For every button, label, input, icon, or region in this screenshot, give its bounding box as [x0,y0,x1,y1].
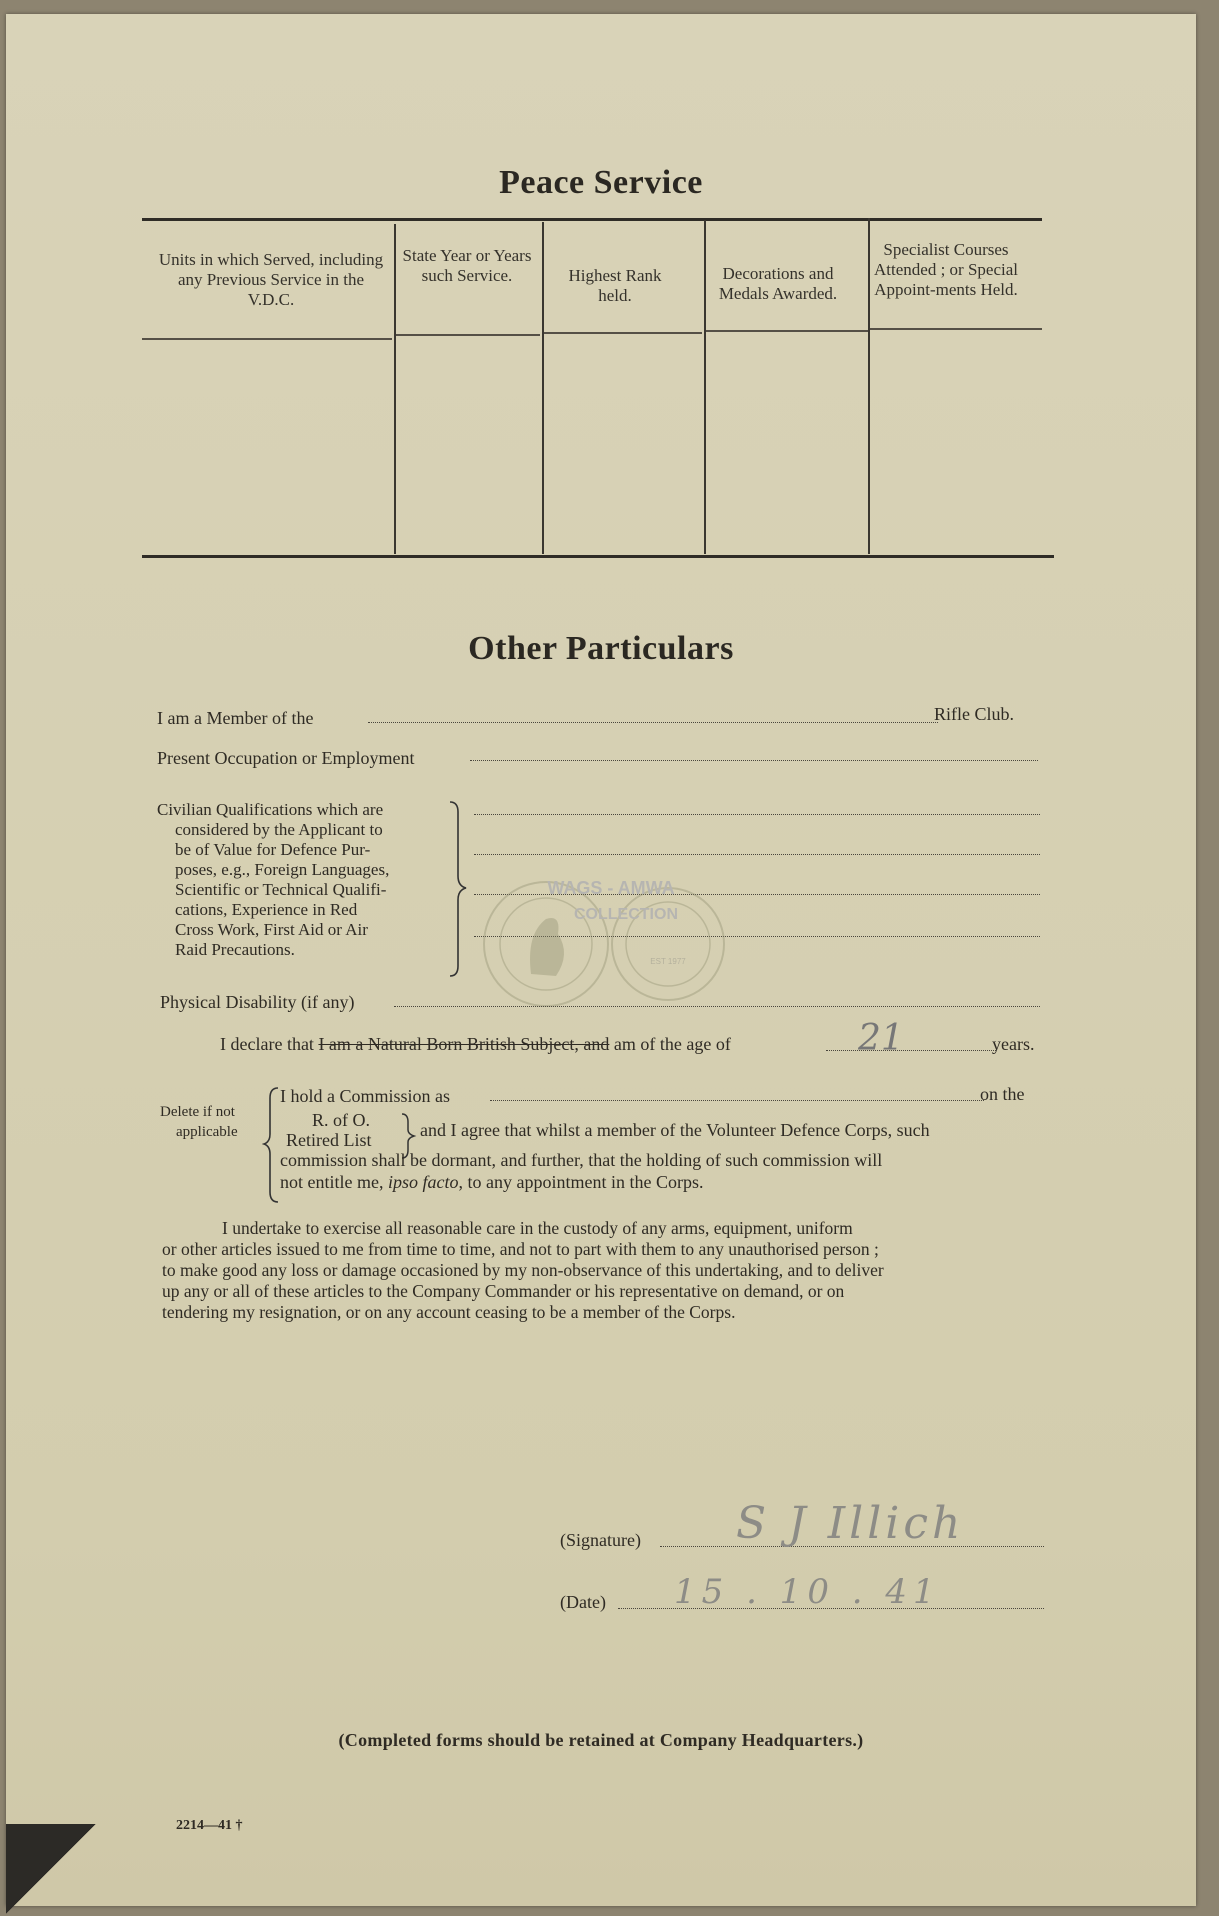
commission-line-2: and I agree that whilst a member of the Volunteer Defence Corps, such [420,1120,930,1140]
civilian-field-line-2[interactable] [474,854,1040,855]
delete-note-2: applicable [176,1124,238,1140]
commission-line-4: not entitle me, ipso facto, to any appointment in the Corps. [280,1172,704,1192]
signature-handwritten: S J Illich [736,1498,965,1549]
table-bottom-rule [142,555,1054,558]
civilian-field-line-1[interactable] [474,814,1040,815]
commission-field[interactable] [490,1100,984,1101]
column-divider [394,224,396,554]
years-label: years. [992,1034,1035,1054]
other-particulars-title: Other Particulars [468,630,734,667]
age-field[interactable] [826,1050,996,1051]
member-label: I am a Member of the [157,708,314,728]
age-handwritten: 21 [858,1018,904,1059]
table-top-rule [142,218,1042,221]
col-specialist-header: Specialist Courses Attended ; or Special Appoint-ments Held. [874,240,1018,299]
commission-line-1: I hold a Commission as [280,1086,450,1106]
form-number: 2214—41 † [176,1818,243,1833]
column-divider [704,220,706,554]
column-divider [868,218,870,554]
civilian-qualifications-label: Civilian Qualifications which are considered by the Applicant to be of Value for Defence Pur- poses, e.g., Foreign Languages, Scientific or Technical Qualifi- cations, Experience in Red Cross Work, First Aid or Air Raid Precautions. [157,800,390,959]
occupation-field[interactable] [470,760,1038,761]
signature-label: (Signature) [560,1530,641,1550]
disability-field[interactable] [394,1006,1040,1007]
rifle-club-field[interactable] [368,722,938,723]
col-years-header: State Year or Years such Service. [402,246,532,285]
undertaking-paragraph: I undertake to exercise all reasonable care in the custody of any arms, equipment, uniform or other articles issued to me from time to time, and not to part with them to any unauthorised person ; to make good any loss or damage occasioned by my non-observance of this undertaking, and to deliver up any or all of these articles to the Company Commander or his representative on demand, or on tendering my resignation, or on any account ceasing to be a member of the Corps. [162,1218,884,1322]
declaration-line: I declare that I am a Natural Born British Subject, and am of the age of [220,1034,731,1054]
stamp-text-1: WAGS - AMWA [547,878,675,898]
struck-text: I am a Natural Born British Subject, and [318,1034,610,1054]
date-handwritten: 15 . 10 . 41 [674,1572,941,1612]
brace-icon [262,1086,282,1204]
folded-corner [6,1824,96,1914]
commission-on-the: on the [980,1084,1025,1104]
stamp-text-2: COLLECTION [574,906,678,923]
ro-option: R. of O. [312,1110,370,1130]
rifle-club-suffix: Rifle Club. [934,704,1014,724]
brace-icon [446,800,470,980]
col-decorations-header: Decorations and Medals Awarded. [718,264,838,303]
retired-list-option: Retired List [286,1130,372,1150]
stamp-est: EST 1977 [650,957,686,966]
document-page [6,14,1196,1906]
delete-note-1: Delete if not [160,1104,235,1120]
col-rank-header: Highest Rank held. [568,266,662,305]
occupation-label: Present Occupation or Employment [157,748,415,768]
commission-line-3: commission shall be dormant, and further, that the holding of such commission will [280,1150,883,1170]
date-label: (Date) [560,1592,606,1612]
disability-label: Physical Disability (if any) [160,992,355,1012]
col-units-header: Units in which Served, including any Previous Service in the V.D.C. [158,250,384,309]
column-divider [542,222,544,554]
collection-stamp-logo [476,864,746,1014]
peace-service-title: Peace Service [499,164,703,201]
footer-note: (Completed forms should be retained at Company Headquarters.) [338,1730,864,1750]
